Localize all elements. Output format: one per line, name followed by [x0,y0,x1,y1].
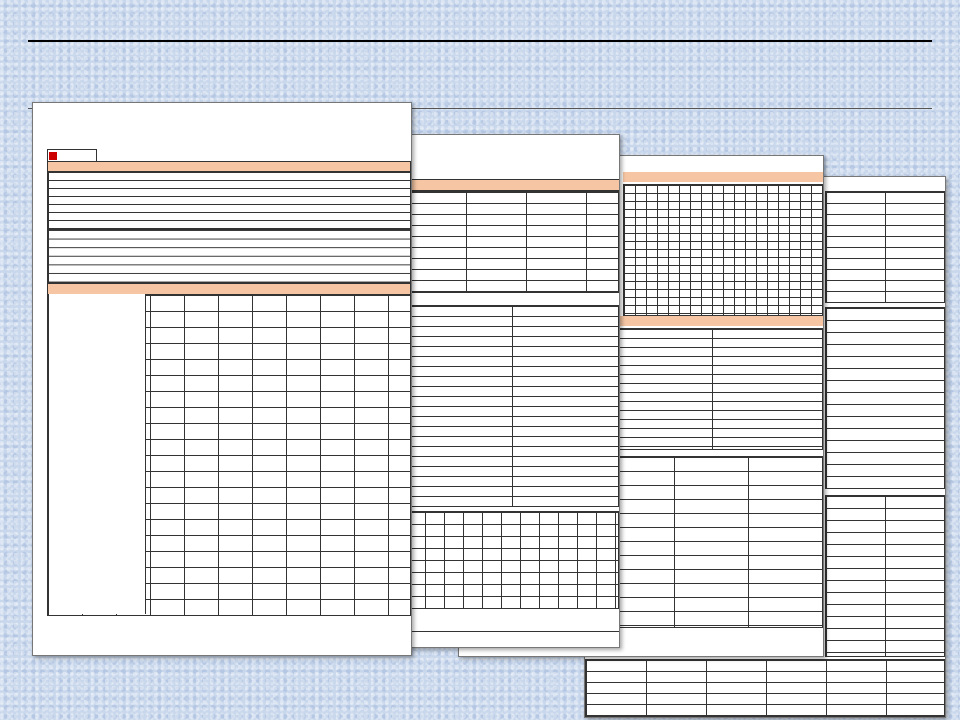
form-grid [599,328,823,450]
form-sheet-1 [32,102,412,656]
section-band [405,179,620,191]
title-top-rule [28,40,932,42]
form-grid [599,456,823,628]
logo-mark-icon [49,152,57,160]
problems-grid [47,229,411,283]
form-grid [623,184,823,316]
form-grid [47,171,411,229]
services-list [49,294,146,614]
decorative-border-top [28,4,928,34]
form-grid [825,307,945,489]
section-band [623,172,824,182]
form-grid [825,191,945,303]
form-grid [405,511,619,609]
section-band [599,316,824,326]
form-grid [825,495,945,657]
form-grid [405,191,619,293]
date-headers [145,283,409,293]
form-grid [585,659,945,717]
form-grid [405,305,619,507]
